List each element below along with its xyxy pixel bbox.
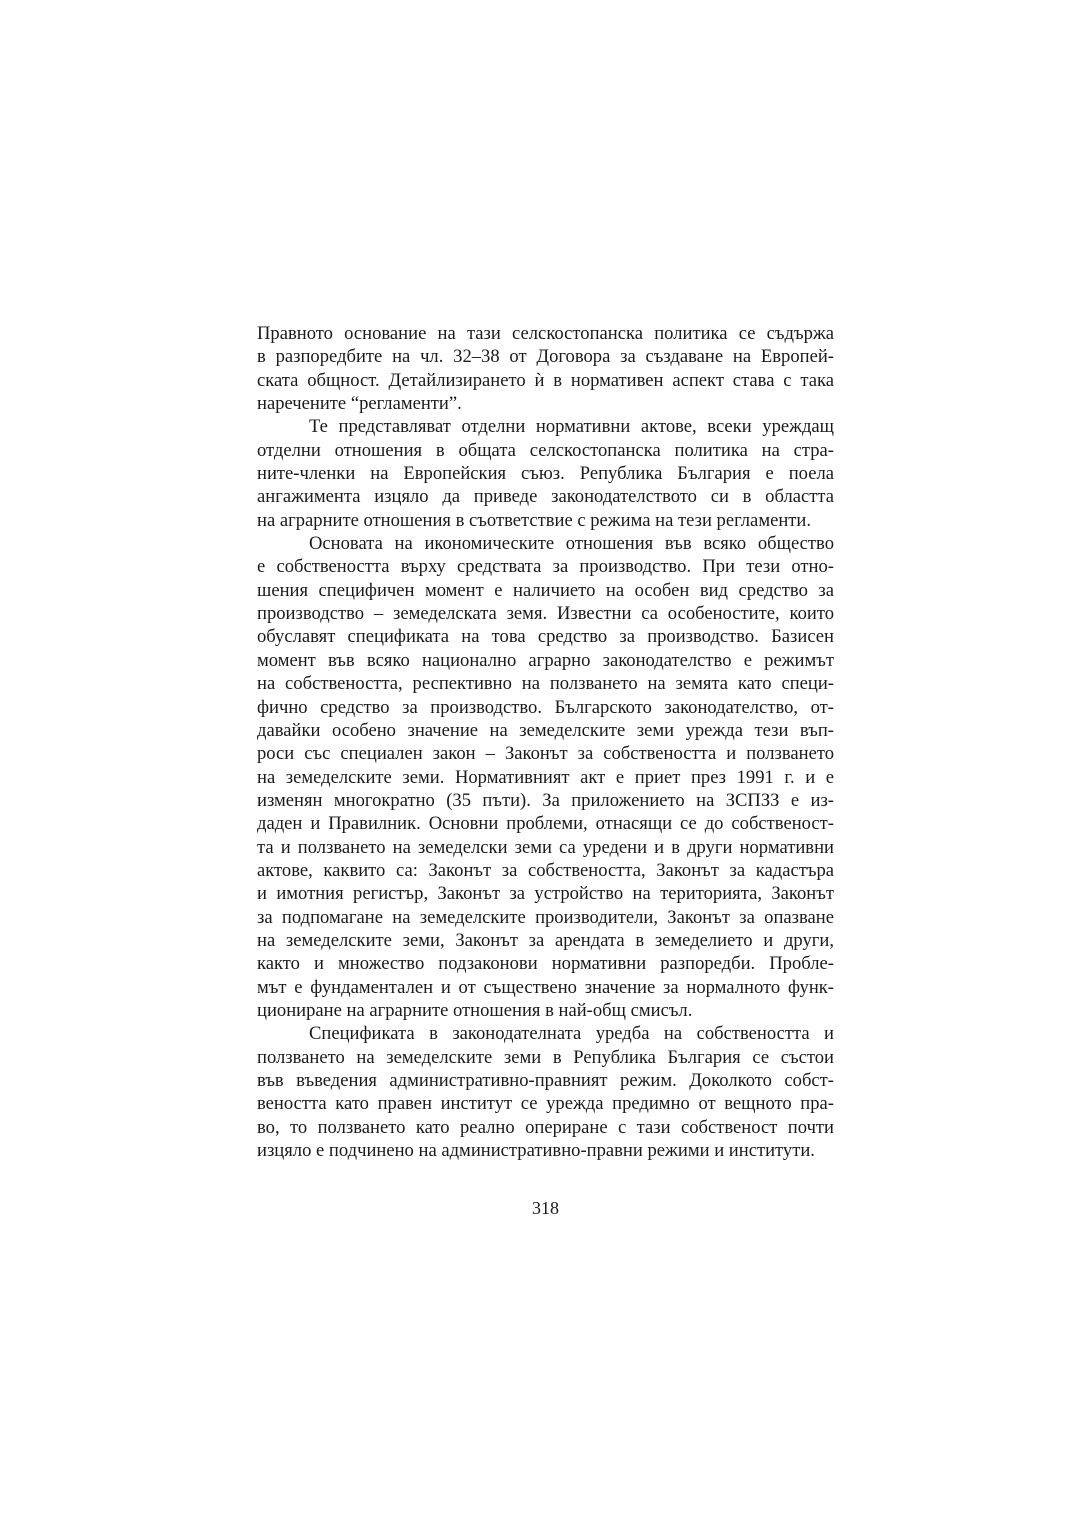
- text-line: е собствеността върху средствата за производство. При тези отно-: [257, 556, 834, 578]
- text-line: роси със специален закон – Законът за собствеността и ползването: [257, 743, 834, 765]
- text-line: даден и Правилник. Основни проблеми, отнасящи се до собственост-: [257, 813, 834, 835]
- text-line: Те представляват отделни нормативни актове, всеки уреждащ: [309, 416, 834, 438]
- text-line: за подпомагане на земеделските производители, Законът за опазване: [257, 906, 834, 928]
- text-line: во, то ползването като реално опериране с тази собственост почти: [257, 1116, 834, 1138]
- text-line: ползването на земеделските земи в Република България се състои: [257, 1046, 834, 1068]
- text-line: обуславят спецификата на това средство за производство. Базисен: [257, 626, 834, 648]
- paragraph: [257, 1022, 834, 1162]
- paragraph: [257, 415, 834, 532]
- text-line: актове, каквито са: Законът за собствеността, Законът за кадастъра: [257, 859, 834, 881]
- text-line: Спецификата в законодателната уредба на собствеността и: [309, 1023, 834, 1045]
- text-line: Основата на икономическите отношения във всяко общество: [309, 533, 834, 555]
- text-line: и имотния регистър, Законът за устройство на територията, Законът: [257, 883, 834, 905]
- text-line: циониране на аграрните отношения в най-общ смисъл.: [257, 999, 693, 1021]
- text-line: изменян многократно (35 пъти). За приложението на ЗСПЗЗ е из-: [257, 789, 834, 811]
- text-line: на земеделските земи, Законът за арендата в земеделието и други,: [257, 929, 834, 951]
- text-line: в разпоредбите на чл. 32–38 от Договора за създаване на Европей-: [257, 346, 834, 368]
- text-line: на земеделските земи. Нормативният акт е приет през 1991 г. и е: [257, 766, 834, 788]
- text-line: отделни отношения в общата селскостопанска политика на стра-: [257, 439, 834, 461]
- paragraph: [257, 532, 834, 1022]
- text-line: давайки особено значение на земеделските земи урежда тези въп-: [257, 719, 834, 741]
- text-line: на аграрните отношения в съответствие с режима на тези регламенти.: [257, 509, 812, 531]
- text-line: фично средство за производство. Българското законодателство, от-: [257, 696, 834, 718]
- text-line: Правното основание на тази селскостопанска политика се съдържа: [257, 323, 834, 344]
- text-line: на собствеността, респективно на ползването на земята като специ-: [257, 673, 834, 695]
- text-line: момент във всяко национално аграрно законодателство е режимът: [257, 649, 834, 671]
- text-line: мът е фундаментален и от съществено значение за нормалното функ-: [257, 976, 834, 998]
- text-line: ните-членки на Европейския съюз. Република България е поела: [257, 463, 834, 485]
- body-text: [257, 322, 834, 1162]
- paragraph: [257, 322, 834, 415]
- page-number: 318: [532, 1198, 559, 1218]
- text-line: та и ползването на земеделски земи са уредени и в други нормативни: [257, 836, 834, 858]
- text-line: шения специфичен момент е наличието на особен вид средство за: [257, 579, 834, 601]
- text-line: ангажимента изцяло да приведе законодателството си в областта: [257, 486, 834, 508]
- text-line: наречените “регламенти”.: [257, 393, 462, 415]
- text-line: веността като правен институт се урежда предимно от вещното пра-: [257, 1093, 834, 1115]
- text-line: производство – земеделската земя. Известни са особеностите, които: [257, 603, 834, 625]
- text-line: ската общност. Детайлизирането ѝ в нормативен аспект става с така: [257, 369, 834, 391]
- text-line: във въведения административно-правният режим. Доколкото собст-: [257, 1070, 834, 1091]
- text-line: изцяло е подчинено на административно-правни режими и институти.: [257, 1140, 815, 1162]
- text-line: както и множество подзаконови нормативни разпоредби. Пробле-: [257, 953, 834, 975]
